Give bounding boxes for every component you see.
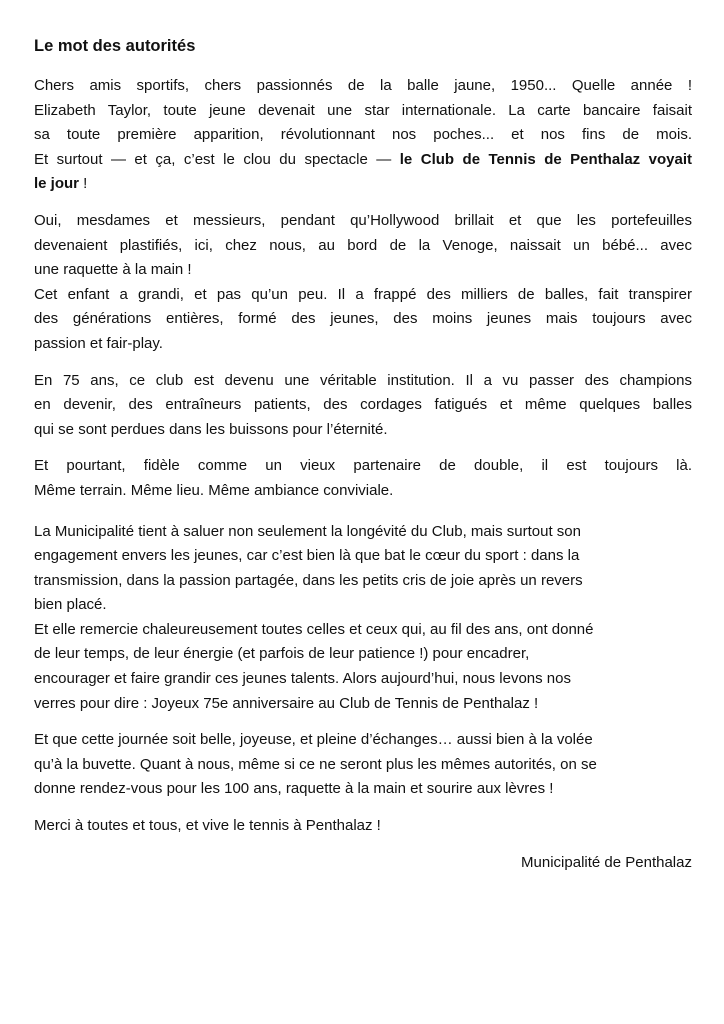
paragraph-line: bien placé. — [34, 596, 107, 614]
paragraph-line — [34, 148, 692, 173]
paragraph-line: Même terrain. Même lieu. Même ambiance conviviale. — [34, 481, 394, 499]
paragraph-line: de leur temps, de leur énergie (et parfois de leur patience !) pour encadrer, — [34, 645, 530, 663]
paragraph-hollywood — [34, 209, 692, 357]
paragraph-line: Et que cette journée soit belle, joyeuse, et pleine d’échanges… aussi bien à la volée — [34, 731, 593, 749]
paragraph-line: qu’à la buvette. Quant à nous, même si ce ne seront plus les mêmes autorités, on se — [34, 755, 597, 773]
paragraph-line: Et pourtant, fidèle comme un vieux partenaire de double, il est toujours là. — [34, 457, 692, 475]
paragraph-line: Cet enfant a grandi, et pas qu’un peu. Il a frappé des milliers de balles, fait transpirer — [34, 285, 692, 303]
paragraph-line: Oui, mesdames et messieurs, pendant qu’Hollywood brillait et que les portefeuilles — [34, 211, 692, 229]
page-title: Le mot des autorités — [34, 37, 196, 55]
club-name-bold: le Club de Tennis de Penthalaz voyait — [399, 150, 693, 168]
paragraph-celebration — [34, 728, 692, 802]
paragraph-line: La Municipalité tient à saluer non seulement la longévité du Club, mais surtout son — [34, 522, 581, 540]
paragraph-municipality — [34, 520, 692, 717]
paragraph-line: Et elle remercie chaleureusement toutes celles et ceux qui, au fil des ans, ont donné — [34, 620, 594, 638]
text-segment: ! — [79, 175, 88, 193]
paragraph-line: sa toute première apparition, révolutionnant nos poches... et nos fins de mois. — [34, 126, 692, 144]
paragraph-line: passion et fair-play. — [34, 334, 163, 352]
paragraph-line: en devenir, des entraîneurs patients, des cordages fatigués et même quelques balles — [34, 396, 692, 414]
paragraph-line: qui se sont perdues dans les buissons pour l’éternité. — [34, 420, 388, 438]
paragraph-line: Chers amis sportifs, chers passionnés de la balle jaune, 1950... Quelle année ! — [34, 77, 692, 94]
paragraph-line: encourager et faire grandir ces jeunes talents. Alors aujourd’hui, nous levons nos — [34, 670, 571, 688]
paragraph-line: En 75 ans, ce club est devenu une véritable institution. Il a vu passer des champions — [34, 371, 692, 389]
paragraph-line: Merci à toutes et tous, et vive le tennis à Penthalaz ! — [34, 817, 381, 835]
paragraph-line: une raquette à la main ! — [34, 261, 192, 279]
document-page — [34, 33, 692, 875]
paragraph-line: transmission, dans la passion partagée, dans les petits cris de joie après un revers — [34, 571, 583, 589]
paragraph-line: verres pour dire : Joyeux 75e anniversaire au Club de Tennis de Penthalaz ! — [34, 694, 539, 712]
paragraph-line: des générations entières, formé des jeunes, des moins jeunes mais toujours avec — [34, 310, 692, 328]
paragraph-line: Elizabeth Taylor, toute jeune devenait une star internationale. La carte bancaire faisait — [34, 101, 692, 119]
paragraph-line: engagement envers les jeunes, car c’est bien là que bat le cœur du sport : dans la — [34, 547, 580, 565]
signature: Municipalité de Penthalaz — [521, 853, 692, 871]
paragraph-line: donne rendez-vous pour les 100 ans, raquette à la main et sourire aux lèvres ! — [34, 780, 554, 798]
paragraph-intro — [34, 74, 692, 197]
paragraph-thanks — [34, 814, 692, 839]
club-name-bold-end: le jour — [34, 175, 80, 193]
paragraph-institution — [34, 369, 692, 443]
paragraph-line: devenaient plastifiés, ici, chez nous, au bord de la Venoge, naissait un bébé... avec — [34, 236, 692, 254]
paragraph-faithful — [34, 454, 692, 503]
text-segment: Et surtout — et ça, c’est le clou du spectacle — — [34, 150, 400, 168]
paragraph-line — [34, 172, 692, 197]
